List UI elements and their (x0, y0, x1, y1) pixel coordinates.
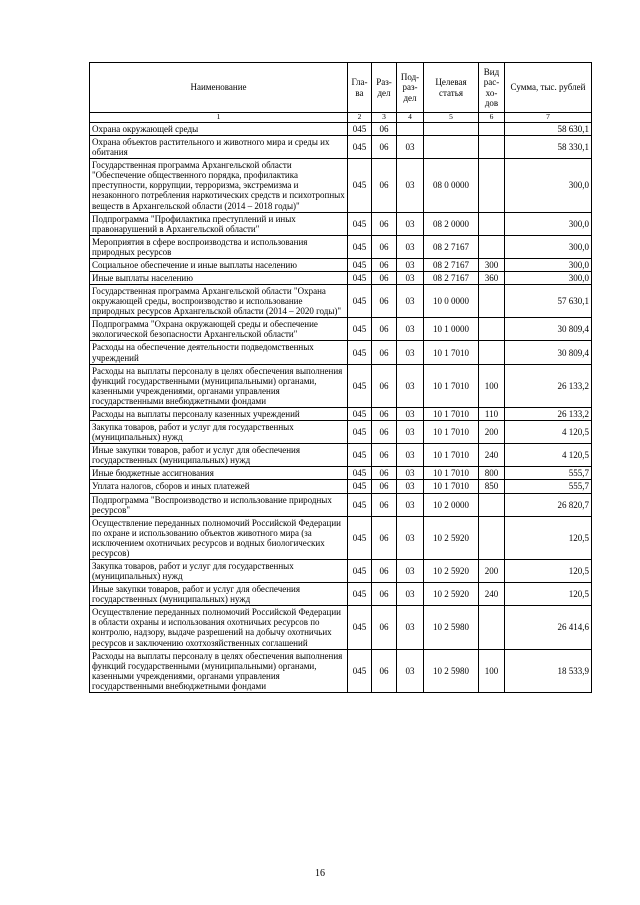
row-glava: 045 (348, 467, 372, 480)
row-target: 10 2 5980 (424, 649, 479, 692)
row-glava: 045 (348, 407, 372, 420)
row-razdel: 06 (372, 649, 397, 692)
row-podrazdel: 03 (397, 559, 424, 582)
table-row (90, 272, 592, 285)
table-row (90, 318, 592, 341)
row-razdel: 06 (372, 583, 397, 606)
row-vid (479, 606, 505, 649)
row-podrazdel: 03 (397, 649, 424, 692)
row-name: Государственная программа Архангельской области "Охрана окружающей среды, воспроизводство и использование природных ресурсов Архангельской области (2014 – 2020 годы)" (90, 285, 348, 318)
row-glava: 045 (348, 649, 372, 692)
row-target: 08 2 0000 (424, 212, 479, 235)
row-glava: 045 (348, 421, 372, 444)
row-target: 10 2 5920 (424, 583, 479, 606)
row-target: 10 2 5920 (424, 516, 479, 559)
row-sum: 300,0 (505, 272, 592, 285)
page-number: 16 (315, 868, 325, 879)
row-glava: 045 (348, 285, 372, 318)
row-vid: 100 (479, 364, 505, 407)
row-name: Расходы на выплаты персоналу в целях обеспечения выполнения функций государственными (муниципальными) органами, казенными учреждениями, органами управления государственными внебюджетными фондами (90, 649, 348, 692)
row-podrazdel: 03 (397, 212, 424, 235)
table-row (90, 123, 592, 136)
row-target: 10 1 7010 (424, 480, 479, 493)
row-glava: 045 (348, 606, 372, 649)
row-target: 10 1 7010 (424, 341, 479, 364)
row-target: 08 0 0000 (424, 159, 479, 212)
row-podrazdel: 03 (397, 407, 424, 420)
row-sum: 555,7 (505, 480, 592, 493)
table-row (90, 364, 592, 407)
row-vid: 240 (479, 583, 505, 606)
row-glava: 045 (348, 341, 372, 364)
row-sum: 120,5 (505, 583, 592, 606)
row-podrazdel: 03 (397, 364, 424, 407)
row-glava: 045 (348, 318, 372, 341)
column-number: 7 (505, 113, 592, 123)
row-sum: 300,0 (505, 212, 592, 235)
table-row (90, 444, 592, 467)
row-sum: 300,0 (505, 159, 592, 212)
table-row (90, 480, 592, 493)
header-vid: Вид рас-хо-дов (479, 63, 505, 113)
table-row (90, 559, 592, 582)
table-row (90, 136, 592, 159)
row-podrazdel: 03 (397, 136, 424, 159)
row-sum: 120,5 (505, 559, 592, 582)
row-sum: 555,7 (505, 467, 592, 480)
row-target: 08 2 7167 (424, 235, 479, 258)
row-name: Подпрограмма "Профилактика преступлений и иных правонарушений в Архангельской области" (90, 212, 348, 235)
column-number: 1 (90, 113, 348, 123)
row-name: Закупка товаров, работ и услуг для государственных (муниципальных) нужд (90, 421, 348, 444)
row-sum: 4 120,5 (505, 444, 592, 467)
table-row (90, 341, 592, 364)
row-vid (479, 285, 505, 318)
row-target: 10 0 0000 (424, 285, 479, 318)
row-razdel: 06 (372, 606, 397, 649)
row-sum: 300,0 (505, 258, 592, 271)
row-sum: 30 809,4 (505, 341, 592, 364)
row-target: 10 2 5980 (424, 606, 479, 649)
row-razdel: 06 (372, 407, 397, 420)
row-name: Охрана объектов растительного и животного мира и среды их обитания (90, 136, 348, 159)
row-name: Осуществление переданных полномочий Российской Федерации по охране и использованию объектов животного мира (за исключением охотничьих ресурсов и водных биологических ресурсов) (90, 516, 348, 559)
row-razdel: 06 (372, 136, 397, 159)
table-row (90, 583, 592, 606)
table-row (90, 407, 592, 420)
row-name: Социальное обеспечение и иные выплаты населению (90, 258, 348, 271)
row-name: Иные закупки товаров, работ и услуг для обеспечения государственных (муниципальных) нужд (90, 583, 348, 606)
column-number-row (90, 113, 592, 123)
row-razdel: 06 (372, 480, 397, 493)
row-vid: 360 (479, 272, 505, 285)
row-vid (479, 159, 505, 212)
row-name: Мероприятия в сфере воспроизводства и использования природных ресурсов (90, 235, 348, 258)
table-header-row (90, 63, 592, 113)
header-sum: Сумма, тыс. рублей (505, 63, 592, 113)
row-podrazdel: 03 (397, 318, 424, 341)
row-target: 10 2 0000 (424, 493, 479, 516)
table-row (90, 285, 592, 318)
header-podrazdel: Под-раз-дел (397, 63, 424, 113)
row-glava: 045 (348, 364, 372, 407)
row-name: Расходы на выплаты персоналу казенных учреждений (90, 407, 348, 420)
header-glava: Гла-ва (348, 63, 372, 113)
row-glava: 045 (348, 136, 372, 159)
row-razdel: 06 (372, 467, 397, 480)
column-number: 2 (348, 113, 372, 123)
row-podrazdel: 03 (397, 444, 424, 467)
table-row (90, 159, 592, 212)
budget-table (89, 62, 592, 693)
row-podrazdel: 03 (397, 583, 424, 606)
row-name: Осуществление переданных полномочий Российской Федерации в области охраны и использования охотничьих ресурсов по контролю, надзору, выдаче разрешений на добычу охотничьих ресурсов и заключению охотхозяйственных соглашений (90, 606, 348, 649)
row-razdel: 06 (372, 444, 397, 467)
row-razdel: 06 (372, 559, 397, 582)
table-row (90, 493, 592, 516)
row-razdel: 06 (372, 272, 397, 285)
row-glava: 045 (348, 516, 372, 559)
row-sum: 18 533,9 (505, 649, 592, 692)
row-target (424, 123, 479, 136)
row-vid: 100 (479, 649, 505, 692)
header-razdel: Раз-дел (372, 63, 397, 113)
row-sum: 58 630,1 (505, 123, 592, 136)
row-name: Государственная программа Архангельской области "Обеспечение общественного порядка, профилактика преступности, коррупции, терроризма, экстремизма и незаконного потребления наркотических средств и психотропных веществ в Архангельской области (2014 – 2018 годы)" (90, 159, 348, 212)
row-sum: 26 820,7 (505, 493, 592, 516)
table-row (90, 421, 592, 444)
row-vid: 800 (479, 467, 505, 480)
row-razdel: 06 (372, 159, 397, 212)
row-glava: 045 (348, 444, 372, 467)
row-target: 10 1 7010 (424, 407, 479, 420)
row-target: 10 1 0000 (424, 318, 479, 341)
table-row (90, 467, 592, 480)
row-vid: 240 (479, 444, 505, 467)
row-vid: 200 (479, 421, 505, 444)
row-glava: 045 (348, 559, 372, 582)
row-sum: 26 133,2 (505, 364, 592, 407)
row-vid (479, 341, 505, 364)
row-name: Расходы на выплаты персоналу в целях обеспечения выполнения функций государственными (муниципальными) органами, казенными учреждениями, органами управления государственными внебюджетными фондами (90, 364, 348, 407)
row-podrazdel (397, 123, 424, 136)
row-glava: 045 (348, 235, 372, 258)
row-name: Подпрограмма "Охрана окружающей среды и обеспечение экологической безопасности Архангельской области" (90, 318, 348, 341)
row-razdel: 06 (372, 516, 397, 559)
row-name: Подпрограмма "Воспроизводство и использование природных ресурсов" (90, 493, 348, 516)
header-target: Целевая статья (424, 63, 479, 113)
column-number: 5 (424, 113, 479, 123)
row-razdel: 06 (372, 341, 397, 364)
row-vid (479, 493, 505, 516)
column-number: 3 (372, 113, 397, 123)
row-vid (479, 212, 505, 235)
row-razdel: 06 (372, 493, 397, 516)
row-vid: 850 (479, 480, 505, 493)
row-target: 10 2 5920 (424, 559, 479, 582)
row-podrazdel: 03 (397, 272, 424, 285)
row-razdel: 06 (372, 212, 397, 235)
row-razdel: 06 (372, 285, 397, 318)
row-sum: 26 133,2 (505, 407, 592, 420)
row-glava: 045 (348, 272, 372, 285)
table-row (90, 212, 592, 235)
row-glava: 045 (348, 480, 372, 493)
row-glava: 045 (348, 258, 372, 271)
table-row (90, 649, 592, 692)
row-target: 10 1 7010 (424, 444, 479, 467)
row-podrazdel: 03 (397, 258, 424, 271)
row-sum: 300,0 (505, 235, 592, 258)
row-razdel: 06 (372, 258, 397, 271)
row-name: Иные закупки товаров, работ и услуг для обеспечения государственных (муниципальных) нужд (90, 444, 348, 467)
row-razdel: 06 (372, 364, 397, 407)
row-vid (479, 235, 505, 258)
row-name: Уплата налогов, сборов и иных платежей (90, 480, 348, 493)
row-razdel: 06 (372, 123, 397, 136)
row-name: Расходы на обеспечение деятельности подведомственных учреждений (90, 341, 348, 364)
row-vid: 300 (479, 258, 505, 271)
row-vid (479, 318, 505, 341)
row-target: 10 1 7010 (424, 467, 479, 480)
row-podrazdel: 03 (397, 159, 424, 212)
row-podrazdel: 03 (397, 421, 424, 444)
row-name: Охрана окружающей среды (90, 123, 348, 136)
row-vid: 200 (479, 559, 505, 582)
row-podrazdel: 03 (397, 493, 424, 516)
row-razdel: 06 (372, 235, 397, 258)
row-target: 10 1 7010 (424, 364, 479, 407)
row-glava: 045 (348, 493, 372, 516)
row-sum: 58 330,1 (505, 136, 592, 159)
column-number: 4 (397, 113, 424, 123)
row-vid (479, 123, 505, 136)
row-vid (479, 516, 505, 559)
row-glava: 045 (348, 159, 372, 212)
row-sum: 30 809,4 (505, 318, 592, 341)
row-vid: 110 (479, 407, 505, 420)
row-razdel: 06 (372, 421, 397, 444)
table-row (90, 235, 592, 258)
row-sum: 120,5 (505, 516, 592, 559)
table-row (90, 258, 592, 271)
row-podrazdel: 03 (397, 341, 424, 364)
row-sum: 26 414,6 (505, 606, 592, 649)
row-name: Иные выплаты населению (90, 272, 348, 285)
row-sum: 57 630,1 (505, 285, 592, 318)
table-row (90, 606, 592, 649)
row-name: Иные бюджетные ассигнования (90, 467, 348, 480)
row-podrazdel: 03 (397, 606, 424, 649)
row-podrazdel: 03 (397, 467, 424, 480)
row-glava: 045 (348, 212, 372, 235)
row-name: Закупка товаров, работ и услуг для государственных (муниципальных) нужд (90, 559, 348, 582)
row-sum: 4 120,5 (505, 421, 592, 444)
table-row (90, 516, 592, 559)
row-glava: 045 (348, 123, 372, 136)
row-razdel: 06 (372, 318, 397, 341)
row-podrazdel: 03 (397, 235, 424, 258)
row-vid (479, 136, 505, 159)
row-podrazdel: 03 (397, 285, 424, 318)
row-target (424, 136, 479, 159)
column-number: 6 (479, 113, 505, 123)
table-body (90, 123, 592, 693)
row-glava: 045 (348, 583, 372, 606)
row-target: 08 2 7167 (424, 272, 479, 285)
row-target: 10 1 7010 (424, 421, 479, 444)
row-target: 08 2 7167 (424, 258, 479, 271)
row-podrazdel: 03 (397, 516, 424, 559)
header-name: Наименование (90, 63, 348, 113)
row-podrazdel: 03 (397, 480, 424, 493)
